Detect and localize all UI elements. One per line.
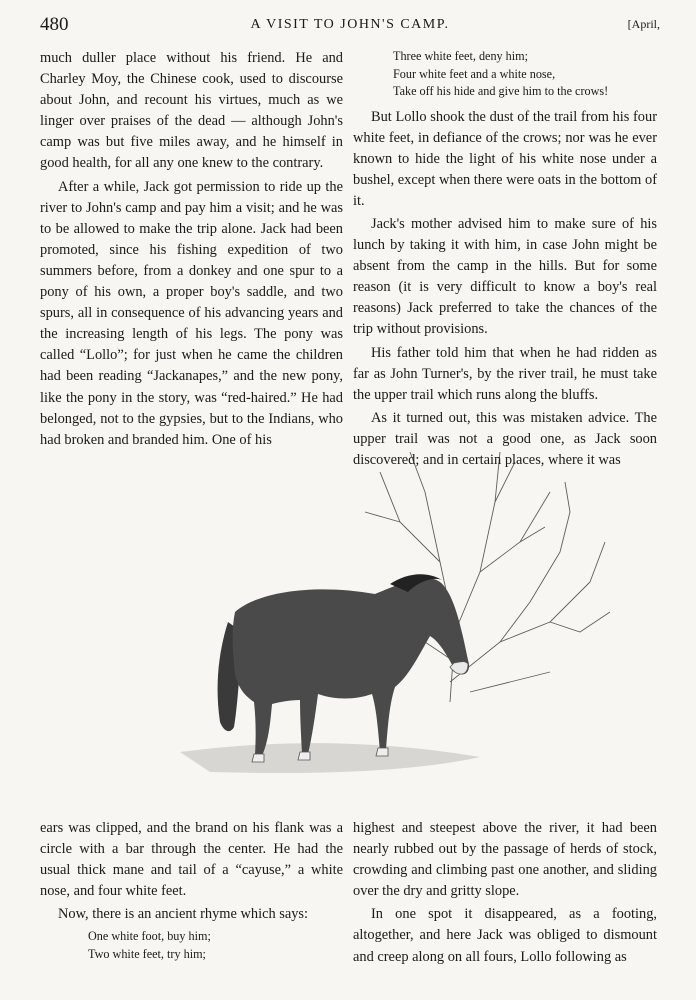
running-title: A VISIT TO JOHN'S CAMP.: [250, 17, 450, 32]
paragraph: After a while, Jack got permission to ride up the river to John's camp and pay him a visit; and he was to be allowed to make the trip alone. Jack had been promoted, since his fishing expedition of two summers before, from a donkey and one spur to a pony of his own, a proper boy's saddle, and two spurs, all in consequence of his advancing years and the increasing length of his legs. The pony was called “Lollo”; for just when he came the children had been reading “Jackanapes,” and the new pony, like the pony in the story, was “red-haired.” He had belonged, not to the gypsies, but to the Indians, who had broken and branded him. One of his: [40, 178, 343, 448]
paragraph: In one spot it disappeared, as a footing, altogether, and here Jack was obliged to dismount and creep along on all fours, Lollo following as: [353, 906, 657, 965]
verse-line: Three white feet, deny him;: [393, 49, 529, 63]
issue-month: [April,: [627, 17, 660, 31]
verse-line: Take off his hide and give him to the crows!: [393, 84, 609, 98]
paragraph: much duller place without his friend. He and Charley Moy, the Chinese cook, used to discourse about John, and recount his virtues, much as we linger over praises of the dead — although John's camp was but five miles away, and he himself in good health, for all any one knew to the contrary.: [40, 50, 343, 172]
rhyme-continued: [393, 48, 657, 101]
paragraph: Jack's mother advised him to make sure of his lunch by taking it with him, in case John might be absent from the camp in the hills. But for some reason (it is very difficult to know a boy's real reasons) Jack preferred to take the chances of the trip without provisions.: [353, 215, 657, 338]
paragraph: Now, there is an ancient rhyme which says:: [58, 906, 309, 923]
verse-line: Four white feet and a white nose,: [393, 66, 556, 81]
pony-illustration: [150, 432, 650, 812]
pony-drawing: [150, 432, 650, 812]
paragraph: highest and steepest above the river, it had been nearly rubbed out by the passage of herds of stock, crowding and climbing past one another, and sliding over the dry and gritty slope.: [353, 820, 657, 900]
right-column-top: [353, 48, 657, 471]
paragraph: ears was clipped, and the brand on his flank was a circle with a bar through the center. He had the usual thick mane and tail of a “cayuse,” a white nose, and four white feet.: [40, 820, 343, 900]
pony-figure: [218, 574, 470, 762]
paragraph: His father told him that when he had ridden as far as John Turner's, by the river trail, he must take the upper trail which runs along the bluffs.: [353, 344, 657, 403]
paragraph: As it turned out, this was mistaken advice. The upper trail was not a good one, as Jack soon discovered; and in certain places, where it was: [353, 409, 657, 468]
paragraph: But Lollo shook the dust of the trail from his four white feet, in defiance of the crows; nor was he ever known to hide the light of his white nose under a bushel, except when there were oats in the bottom of it.: [353, 108, 657, 209]
running-header: [40, 14, 660, 38]
page-number: 480: [40, 14, 69, 35]
verse-line: Two white feet, try him;: [88, 946, 206, 961]
verse-line: One white foot, buy him;: [88, 929, 211, 944]
ancient-rhyme: [88, 928, 343, 963]
left-column-bottom: [40, 818, 343, 968]
right-column-bottom: [353, 818, 657, 968]
left-column-top: [40, 48, 343, 451]
ground-shadow: [180, 743, 480, 773]
